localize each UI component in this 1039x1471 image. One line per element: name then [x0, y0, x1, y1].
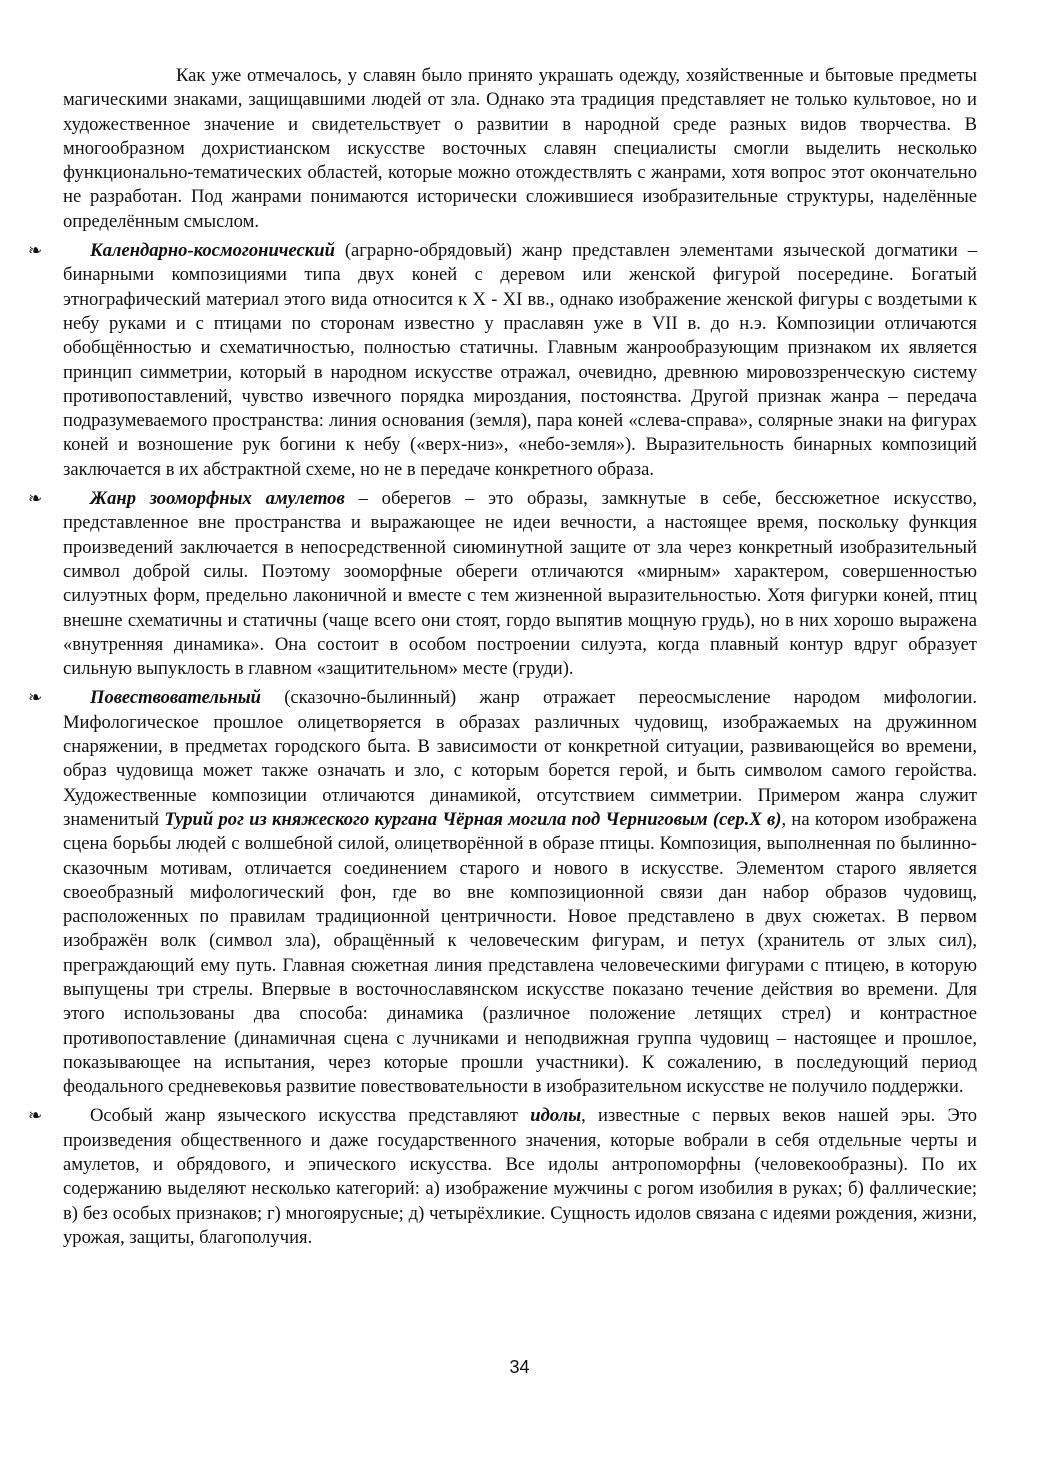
fleuron-icon: ❧	[28, 241, 43, 261]
list-item	[28, 686, 977, 1099]
term-idols: идолы	[530, 1105, 582, 1127]
fleuron-icon: ❧	[28, 489, 43, 509]
paragraph-text: Особый жанр языческого искусства представляют	[90, 1105, 531, 1127]
list-item	[28, 487, 977, 681]
paragraph-text: (сказочно-былинный) жанр отражает переосмысление народом мифологии. Мифологическое прошлое олицетворяется в образах различных чудовищ, изображаемых на дружинном снаряжении, в предметах городского быта. В зависимости от конкретной ситуации, развивающейся во времени, образ чудовища может также означать и зло, с которым борется герой, и быть символом самого геройства. Художественные композиции отличаются динамикой, отсутствием симметрии. Примером жанра служит знаменитый	[63, 687, 977, 830]
fleuron-icon: ❧	[28, 688, 43, 708]
term-narrative-genre: Повествовательный	[90, 687, 262, 709]
paragraph-text: , известные с первых веков нашей эры. Это произведения общественного и даже государственного значения, которые вобрали в себя отдельные черты и амулетов, и обрядового, и эпического искусства. Все идолы антропоморфны (человекообразны). По их содержанию выделяют несколько категорий: а) изображение мужчины с рогом изобилия в руках; б) фаллические; в) без особых признаков; г) многоярусные; д) четырёхликие. Сущность идолов связана с идеями рождения, жизни, урожая, защиты, благополучия.	[63, 1105, 977, 1248]
paragraph-narrative-genre	[63, 686, 977, 1099]
term-calendar-genre: Календарно-космогонический	[90, 240, 335, 262]
list-item	[28, 1104, 977, 1250]
document-body	[28, 64, 977, 1250]
intro-paragraph: Как уже отмечалось, у славян было принято украшать одежду, хозяйственные и бытовые предметы магическими знаками, защищавшими людей от зла. Однако эта традиция представляет не только культовое, но и художественное значение и свидетельствует о развитии в народной среде разных видов творчества. В многообразном дохристианском искусстве восточных славян специалисты смогли выделить несколько функционально-тематических областей, которые можно отождествлять с жанрами, хотя вопрос этот окончательно не разработан. Под жанрами понимаются исторически сложившиеся изобразительные структуры, наделённые определённым смыслом.	[63, 65, 977, 232]
term-zoomorphic-genre: Жанр зооморфных амулетов	[90, 488, 345, 510]
paragraph-text: – оберегов – это образы, замкнутые в себе, бессюжетное искусство, представленное вне пространства и выражающее не идеи вечности, а настоящее время, поскольку функция произведений заключается в непосредственной сиюминутной защите от зла через конкретный изобразительный символ доброй силы. Поэтому зооморфные обереги отличаются «мирным» характером, совершенностью силуэтных форм, предельно лаконичной и вместе с тем жизненной выразительностью. Хотя фигурки коней, птиц внешне схематичны и статичны (чаще всего они стоят, гордо выпятив мощную грудь), но в них хорошо выражена «внутренняя динамика». Она состоит в особом построении силуэта, когда плавный контур вдруг образует сильную выпуклость в главном «защитительном» месте (груди).	[63, 488, 977, 680]
fleuron-icon: ❧	[28, 1106, 43, 1126]
paragraph-zoomorphic-genre	[63, 487, 977, 681]
paragraph-calendar-genre	[63, 239, 977, 482]
paragraph-idols	[63, 1104, 977, 1250]
paragraph-text: (аграрно-обрядовый) жанр представлен элементами языческой догматики – бинарными композициями типа двух коней с деревом или женской фигурой посередине. Богатый этнографический материал этого вида относится к X - XI вв., однако изображение женской фигуры с воздетыми к небу руками и с птицами по сторонам известно у праславян уже в VII в. до н.э. Композиции отличаются обобщённостью и схематичностью, полностью статичны. Главным жанрообразующим признаком их является принцип симметрии, который в народном искусстве отражал, очевидно, древнюю мировоззренческую систему противопоставлений, чувство извечного порядка мироздания, постоянства. Другой признак жанра – передача подразумеваемого пространства: линия основания (земля), пара коней «слева-справа», солярные знаки на фигурах коней и возношение рук богини к небу («верх-низ», «небо-земля»). Выразительность бинарных композиций заключается в их абстрактной схеме, но не в передаче конкретного образа.	[63, 240, 977, 480]
page-number: 34	[509, 1357, 530, 1377]
list-item	[28, 239, 977, 482]
term-turiy-horn: Турий рог из княжеского кургана Чёрная могила под Черниговым (сер.X в)	[164, 808, 782, 830]
paragraph-text: , на котором изображена сцена борьбы людей с волшебной силой, олицетворённой в образе птицы. Композиция, выполненная по былинно-сказочным мотивам, отличается соединением старого и нового в искусстве. Элементом старого является своеобразный мифологический фон, где во вне композиционной связи дан набор образов чудовищ, расположенных по правилам традиционной центричности. Новое представлено в двух сюжетах. В первом изображён волк (символ зла), обращённый к человеческим фигурам, и петух (хранитель от злых сил), преграждающий ему путь. Главная сюжетная линия представлена человеческими фигурами с птицею, в которую выпущены три стрелы. Впервые в восточнославянском искусстве показано течение действия во времени. Для этого использованы два способа: динамика (различное положение летящих стрел) и контрастное противопоставление (динамичная сцена с лучниками и неподвижная группа чудовищ – настоящее и прошлое, показывающее на испытания, через которые прошли участники). К сожалению, в последующий период феодального средневековья развитие повествовательности в изобразительном искусстве не получило поддержки.	[63, 808, 977, 1098]
